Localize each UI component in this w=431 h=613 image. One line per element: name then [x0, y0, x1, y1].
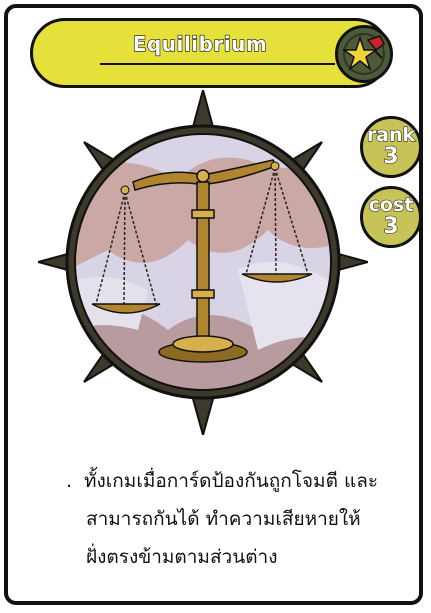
rank-badge — [360, 116, 422, 178]
card-title: Equilibrium — [132, 32, 268, 56]
description-text-1: ทั้งเกมเมื่อการ์ดป้องกันถูกโจมตี และ — [84, 470, 379, 492]
cost-value: 3 — [383, 214, 399, 239]
description-line-1 — [66, 462, 386, 500]
cost-badge — [360, 186, 422, 248]
card-art — [38, 90, 368, 435]
description-line-2: สามารถกันได้ ทำความเสียหายให้ — [86, 508, 361, 530]
rank-value: 3 — [383, 144, 399, 169]
rank-label: rank — [366, 124, 416, 146]
card-description — [66, 462, 386, 576]
description-line-3: ฝั่งตรงข้ามตามส่วนต่าง — [86, 546, 278, 568]
title-underline — [100, 63, 335, 65]
cost-label: cost — [368, 194, 414, 216]
balance-scale-icon — [38, 90, 368, 435]
star-flask-icon — [335, 25, 393, 83]
bullet: . — [66, 470, 73, 492]
